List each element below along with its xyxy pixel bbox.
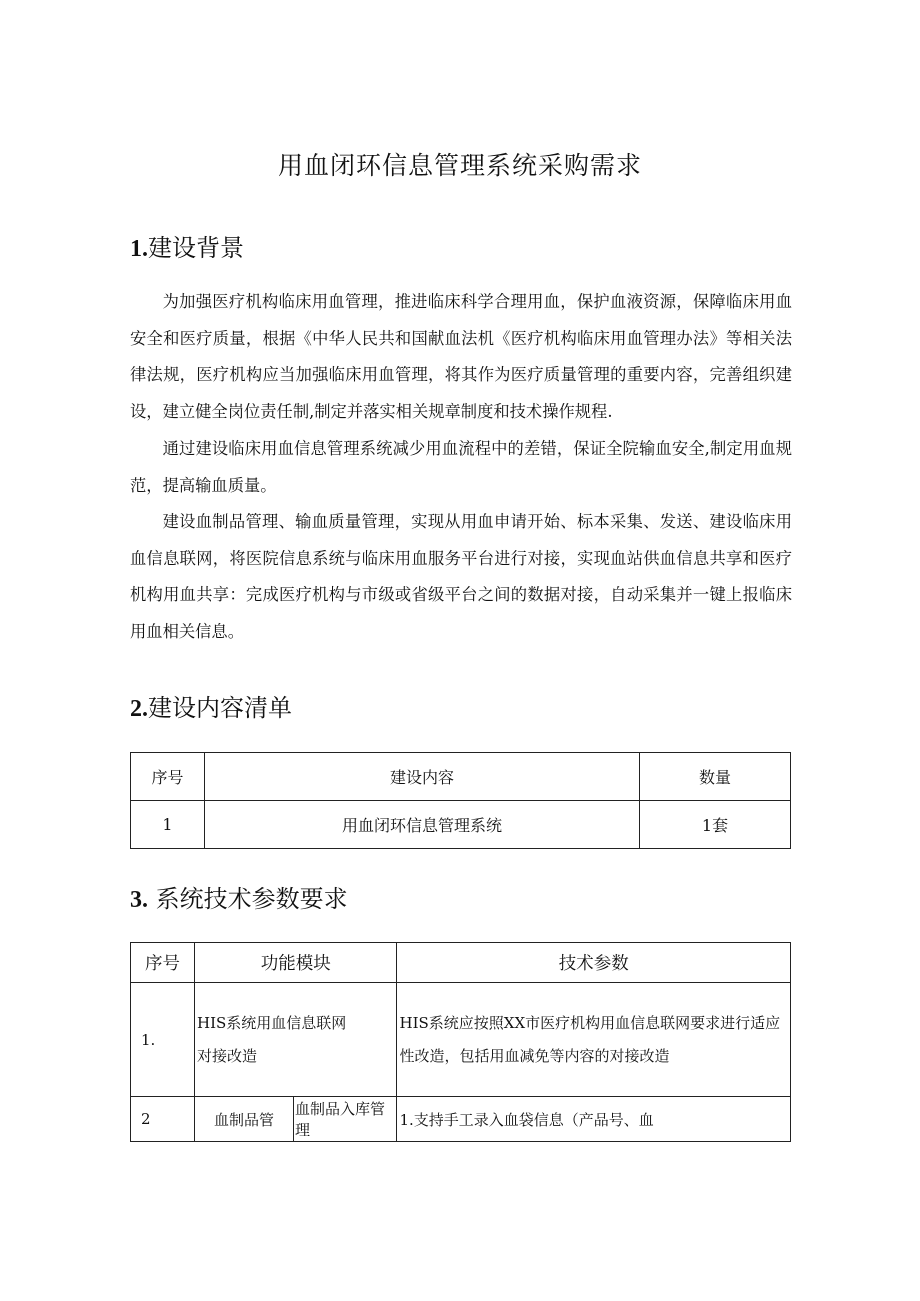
table-header-cell: 功能模块 [195, 943, 397, 983]
table-cell-content: 用血闭环信息管理系统 [205, 801, 640, 849]
table-header-cell: 序号 [131, 753, 205, 801]
table-cell-no: 2 [131, 1097, 195, 1142]
section-3-number: 3. [130, 887, 148, 913]
table-cell-param: 1.支持手工录入血袋信息（产品号、血 [397, 1097, 791, 1142]
table-cell-qty: 1套 [640, 801, 791, 849]
table-cell-no: 1 [131, 801, 205, 849]
paragraph-1: 为加强医疗机构临床用血管理，推进临床科学合理用血，保护血液资源，保障临床用血安全和医疗质量，根据《中华人民共和国献血法机《医疗机构临床用血管理办法》等相关法律法规，医疗机构应当加强临床用血管理，将其作为医疗质量管理的重要内容，完善组织建设，建立健全岗位责任制,制定并落实相关规章制度和技术操作规程. [130, 292, 792, 421]
table-row [131, 983, 791, 1097]
table-header-row [131, 753, 791, 801]
section-2-title: 建设内容清单 [148, 694, 292, 722]
content-list-table [130, 752, 791, 849]
table-header-cell: 数量 [640, 753, 791, 801]
table-header-cell: 建设内容 [205, 753, 640, 801]
table-header-row [131, 943, 791, 983]
tech-params-table [130, 942, 791, 1142]
section-3-title: 系统技术参数要求 [148, 885, 348, 913]
table-cell-module: HIS系统用血信息联网对接改造 [195, 983, 397, 1097]
table-header-cell: 技术参数 [397, 943, 791, 983]
table-cell-module: 血制品管 [195, 1097, 294, 1142]
section-1-heading [130, 228, 244, 263]
table-cell-no: 1. [131, 983, 195, 1097]
table-cell-submodule: 血制品入库管理 [294, 1097, 397, 1142]
section-1-title: 建设背景 [148, 234, 244, 262]
section-3-heading [130, 879, 348, 914]
document-title: 用血闭环信息管理系统采购需求 [277, 151, 642, 180]
section-1-number: 1. [130, 236, 148, 262]
section-2-heading [130, 688, 292, 723]
paragraph-2: 通过建设临床用血信息管理系统减少用血流程中的差错，保证全院输血安全,制定用血规范，提高输血质量。 [130, 439, 792, 495]
section-2-number: 2. [130, 696, 148, 722]
table-header-cell: 序号 [131, 943, 195, 983]
table-row [131, 801, 791, 849]
paragraph-3: 建设血制品管理、输血质量管理，实现从用血申请开始、标本采集、发送、建设临床用血信息联网，将医院信息系统与临床用血服务平台进行对接，实现血站供血信息共享和医疗机构用血共享：完成医疗机构与市级或省级平台之间的数据对接，自动采集并一键上报临床用血相关信息。 [130, 512, 792, 641]
table-row [131, 1097, 791, 1142]
table-cell-param: HIS系统应按照XX市医疗机构用血信息联网要求进行适应性改造，包括用血减免等内容的对接改造 [397, 983, 791, 1097]
